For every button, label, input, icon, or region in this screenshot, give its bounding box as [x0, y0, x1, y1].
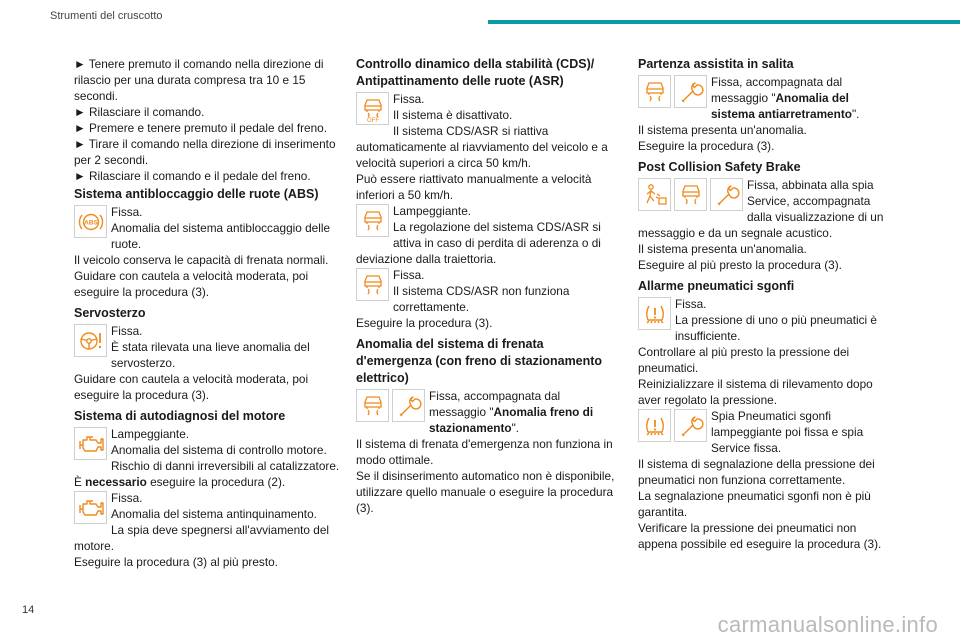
wrench-icon	[674, 409, 707, 442]
entry-text: Il sistema CDS/ASR non funziona correttamente.	[393, 284, 570, 314]
entry-status: Fissa.	[111, 205, 143, 219]
entry-status: Lampeggiante.	[393, 204, 472, 218]
tyre-pressure-icon	[638, 409, 671, 442]
skid-icon	[356, 268, 389, 301]
svg-text:OFF: OFF	[366, 117, 379, 123]
tyre-pressure-icon	[638, 297, 671, 330]
warning-entry	[356, 91, 616, 203]
warning-entry	[74, 490, 340, 570]
skid-icon	[356, 204, 389, 237]
entry-text: Fissa, accompagnata dal messaggio "Anomalia del sistema antiarretramento".	[711, 75, 860, 121]
section-title-pcsb: Post Collision Safety Brake	[638, 160, 801, 174]
entry-text: Guidare con cautela a velocità moderata, poi eseguire la procedura (3).	[74, 269, 309, 299]
section-title-ebrake: Anomalia del sistema di frenata d'emergenza (con freno di stazionamento elettrico)	[356, 337, 603, 385]
skid-icon	[638, 75, 671, 108]
warning-entry	[74, 204, 340, 300]
entry-text: Può essere riattivato manualmente a velocità inferiori a 50 km/h.	[356, 172, 592, 202]
entry-text: Il sistema CDS/ASR si riattiva automaticamente al riavviamento del veicolo e a velocità superiori a circa 50 km/h.	[356, 124, 608, 170]
watermark: carmanualsonline.info	[717, 612, 938, 637]
entry-status: Fissa.	[393, 92, 425, 106]
engine-icon	[74, 491, 107, 524]
column-1	[74, 56, 340, 570]
warning-entry	[638, 177, 890, 273]
entry-text: Spia Pneumatici sgonfi lampeggiante poi fissa e spia Service fissa.	[711, 409, 864, 455]
warning-entry	[74, 323, 340, 403]
wrench-icon	[392, 389, 425, 422]
procedure-step: ► Premere e tenere premuto il pedale del freno.	[74, 121, 327, 135]
cds-off-icon	[356, 92, 389, 125]
entry-text: Anomalia del sistema antibloccaggio delle ruote.	[111, 221, 331, 251]
entry-text: Anomalia del sistema antinquinamento.	[111, 507, 317, 521]
entry-text: Guidare con cautela a velocità moderata, poi eseguire la procedura (3).	[74, 372, 309, 402]
entry-text: La spia deve spegnersi all'avviamento del motore.	[74, 523, 330, 553]
entry-text: Controllare al più presto la pressione dei pneumatici.	[638, 345, 850, 375]
warning-entry	[356, 203, 616, 267]
entry-text: Il sistema di segnalazione della pressione dei pneumatici non funziona correttamente.	[638, 457, 875, 487]
section-title-servo: Servosterzo	[74, 306, 146, 320]
column-2	[356, 56, 616, 516]
entry-text: È stata rilevata una lieve anomalia del servosterzo.	[111, 340, 310, 370]
steering-warning-icon	[74, 324, 107, 357]
warning-entry	[638, 408, 890, 552]
entry-text: Eseguire al più presto la procedura (3).	[638, 258, 842, 272]
entry-text: Eseguire la procedura (3) al più presto.	[74, 555, 278, 569]
section-title-engine: Sistema di autodiagnosi del motore	[74, 409, 286, 423]
entry-status: Fissa.	[111, 491, 143, 505]
warning-entry	[356, 388, 616, 516]
engine-icon	[74, 427, 107, 460]
entry-text: La segnalazione pneumatici sgonfi non è più garantita.	[638, 489, 871, 519]
entry-text: Reinizializzare il sistema di rilevamento dopo aver regolato la pressione.	[638, 377, 873, 407]
wrench-icon	[710, 178, 743, 211]
entry-status: Fissa.	[675, 297, 707, 311]
svg-text:ABS: ABS	[83, 219, 98, 226]
section-title-hill: Partenza assistita in salita	[638, 57, 794, 71]
procedure-step: ► Tirare il comando nella direzione di inserimento per 2 secondi.	[74, 137, 336, 167]
entry-text: Eseguire la procedura (3).	[356, 316, 493, 330]
entry-text: Fissa, abbinata alla spia Service, accompagnata dalla visualizzazione di un messaggio e da un segnale acustico.	[638, 178, 884, 240]
entry-text: Il veicolo conserva le capacità di frenata normali.	[74, 253, 329, 267]
entry-text: La pressione di uno o più pneumatici è insufficiente.	[675, 313, 877, 343]
entry-text: Fissa, accompagnata dal messaggio "Anomalia freno di stazionamento".	[429, 389, 594, 435]
skid-icon	[674, 178, 707, 211]
warning-entry	[638, 296, 890, 408]
section-title-tyre: Allarme pneumatici sgonfi	[638, 279, 795, 293]
person-collision-icon	[638, 178, 671, 211]
skid-icon	[356, 389, 389, 422]
procedure-step: ► Rilasciare il comando e il pedale del freno.	[74, 169, 311, 183]
entry-status: Fissa.	[393, 268, 425, 282]
entry-text: Se il disinserimento automatico non è disponibile, utilizzare quello manuale o eseguire la procedura (3).	[356, 469, 615, 515]
warning-entry	[638, 74, 890, 154]
abs-icon	[74, 205, 107, 238]
section-title-cds: Controllo dinamico della stabilità (CDS)/ Antipattinamento delle ruote (ASR)	[356, 57, 595, 88]
entry-status: Lampeggiante.	[111, 427, 190, 441]
entry-text: Il sistema di frenata d'emergenza non funziona in modo ottimale.	[356, 437, 613, 467]
warning-entry	[356, 267, 616, 331]
column-3	[638, 56, 890, 552]
entry-status: Fissa.	[111, 324, 143, 338]
entry-text: Il sistema è disattivato.	[393, 108, 513, 122]
entry-text: Rischio di danni irreversibili al catalizzatore.	[111, 459, 340, 473]
entry-text: È necessario eseguire la procedura (2).	[74, 475, 286, 489]
entry-text: Eseguire la procedura (3).	[638, 139, 775, 153]
section-title-abs: Sistema antibloccaggio delle ruote (ABS)	[74, 187, 319, 201]
entry-text: Il sistema presenta un'anomalia.	[638, 242, 807, 256]
entry-text: Anomalia del sistema di controllo motore.	[111, 443, 327, 457]
header-accent-bar	[488, 20, 960, 24]
entry-text: La regolazione del sistema CDS/ASR si attiva in caso di perdita di aderenza o di deviazione dalla traiettoria.	[356, 220, 601, 266]
page-number: 14	[22, 604, 35, 616]
wrench-icon	[674, 75, 707, 108]
entry-text: Il sistema presenta un'anomalia.	[638, 123, 807, 137]
procedure-step: ► Rilasciare il comando.	[74, 105, 205, 119]
running-header: Strumenti del cruscotto	[50, 10, 163, 22]
procedure-step: ► Tenere premuto il comando nella direzione di rilascio per una durata compresa tra 10 e 15 secondi.	[74, 57, 324, 103]
warning-entry	[74, 426, 340, 490]
entry-text: Verificare la pressione dei pneumatici non appena possibile ed eseguire la procedura (3).	[638, 521, 882, 551]
